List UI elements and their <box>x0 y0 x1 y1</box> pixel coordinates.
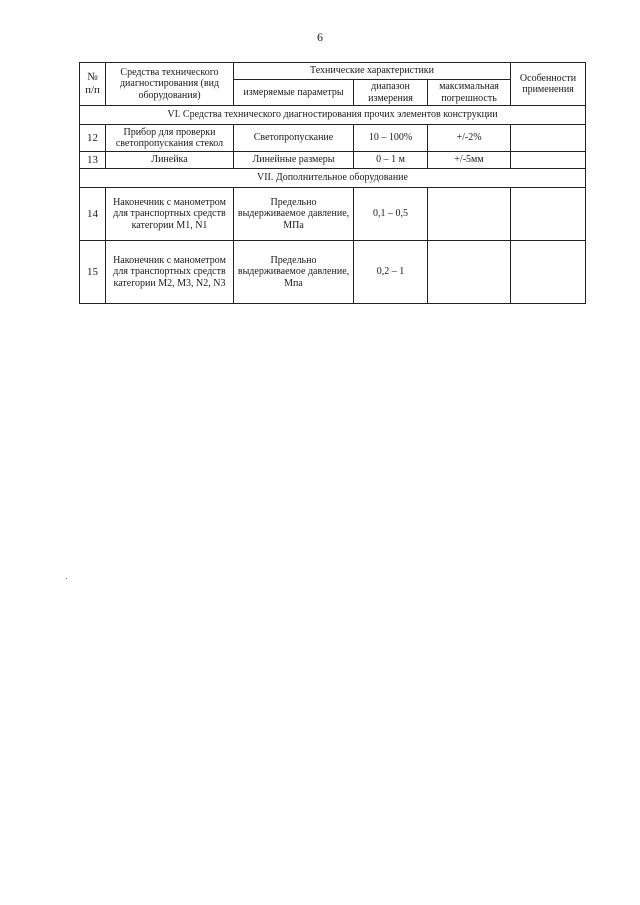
row-num: 15 <box>80 241 106 304</box>
row-error: +/-2% <box>428 125 511 152</box>
row-measured: Предельно выдерживаемое давление, МПа <box>234 188 354 241</box>
table-row <box>80 188 586 241</box>
row-range: 0 – 1 м <box>354 152 428 169</box>
equipment-table <box>79 62 586 304</box>
row-features <box>511 152 586 169</box>
row-measured: Линейные размеры <box>234 152 354 169</box>
section-title: VII. Дополнительное оборудование <box>80 169 586 188</box>
section-row <box>80 106 586 125</box>
row-range: 0,1 – 0,5 <box>354 188 428 241</box>
row-means: Линейка <box>106 152 234 169</box>
header-max-error: максимальная погрешность <box>428 80 511 106</box>
row-means: Наконечник с манометром для транспортных средств категории М2, М3, N2, N3 <box>106 241 234 304</box>
row-features <box>511 241 586 304</box>
scan-speck <box>66 578 67 579</box>
header-measured-params: измеряемые параметры <box>234 80 354 106</box>
row-measured: Светопропускание <box>234 125 354 152</box>
table-row <box>80 125 586 152</box>
row-means: Прибор для проверки светопропускания стекол <box>106 125 234 152</box>
header-tech-characteristics: Технические характеристики <box>234 63 511 80</box>
header-means: Средства технического диагностирования (вид оборудования) <box>106 63 234 106</box>
header-range: диапазон измерения <box>354 80 428 106</box>
header-features: Особенности применения <box>511 63 586 106</box>
row-features <box>511 188 586 241</box>
page-number: 6 <box>317 30 323 44</box>
row-num: 13 <box>80 152 106 169</box>
table-row <box>80 241 586 304</box>
row-range: 10 – 100% <box>354 125 428 152</box>
row-num: 14 <box>80 188 106 241</box>
row-error: +/-5мм <box>428 152 511 169</box>
row-error <box>428 188 511 241</box>
row-num: 12 <box>80 125 106 152</box>
header-num: № п/п <box>80 63 106 106</box>
table-row <box>80 152 586 169</box>
row-means: Наконечник с манометром для транспортных средств категории M1, N1 <box>106 188 234 241</box>
row-error <box>428 241 511 304</box>
row-range: 0,2 – 1 <box>354 241 428 304</box>
row-features <box>511 125 586 152</box>
section-row <box>80 169 586 188</box>
section-title: VI. Средства технического диагностирования прочих элементов конструкции <box>80 106 586 125</box>
row-measured: Предельно выдерживаемое давление, Мпа <box>234 241 354 304</box>
